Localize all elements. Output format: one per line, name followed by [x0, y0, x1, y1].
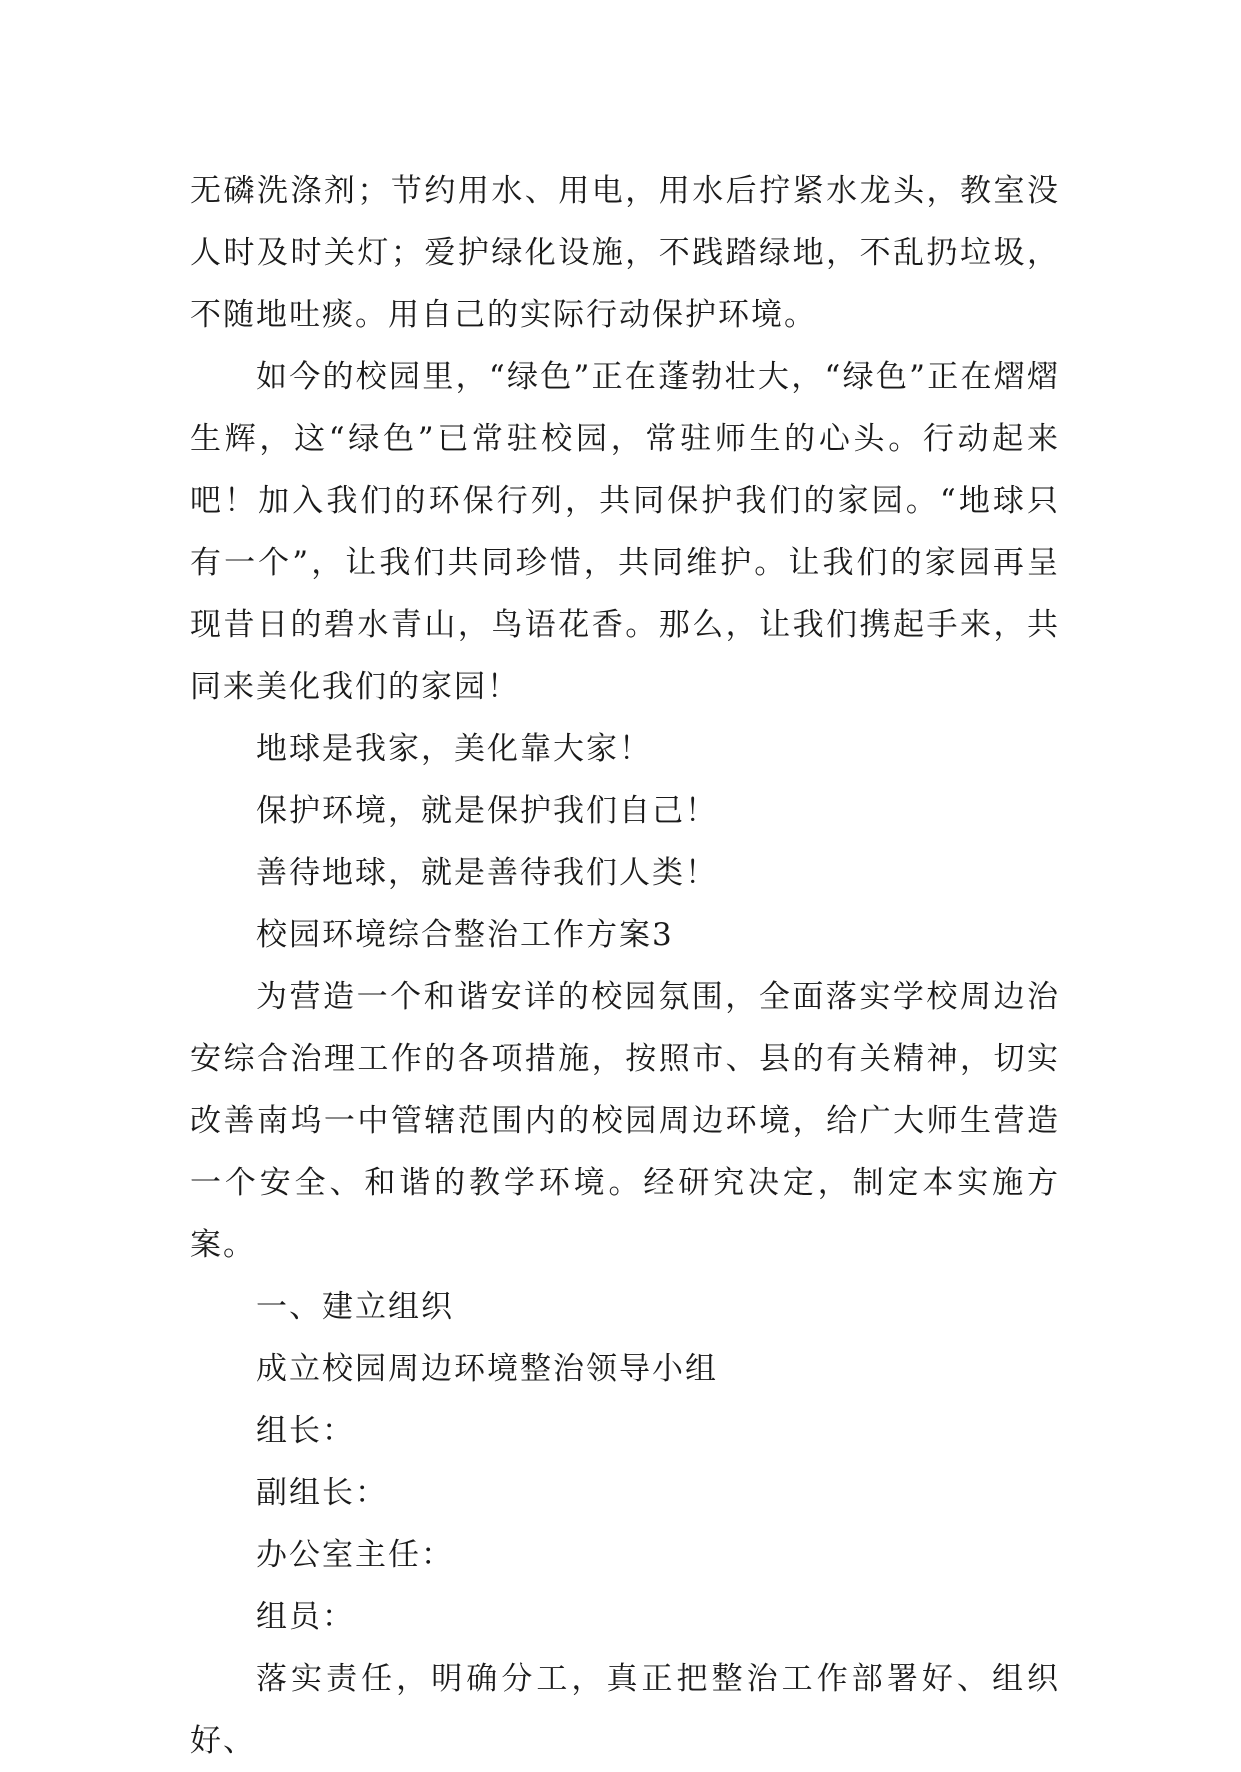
line-leadership-group: 成立校园周边环境整治领导小组: [256, 1351, 718, 1387]
slogan-line-3: 善待地球，就是善待我们人类！: [256, 855, 718, 891]
line-group-leader: 组长：: [256, 1413, 355, 1449]
paragraph-intro: 为营造一个和谐安详的校园氛围，全面落实学校周边治安综合治理工作的各项措施，按照市、县的有关精神，切实改善南坞一中管辖范围内的校园周边环境，给广大师生营造一个安全、和谐的教学环境。经研究决定，制定本实施方案。: [190, 979, 1060, 1263]
line-responsibility: 落实责任，明确分工，真正把整治工作部署好、组织好、: [190, 1661, 1060, 1759]
slogan-line-2: 保护环境，就是保护我们自己！: [256, 793, 718, 829]
line-deputy-leader: 副组长：: [256, 1475, 388, 1511]
document-body: [190, 160, 1060, 1772]
section-title: 校园环境综合整治工作方案3: [256, 917, 674, 953]
line-office-director: 办公室主任：: [256, 1537, 454, 1573]
line-members: 组员：: [256, 1599, 355, 1635]
paragraph-2: 如今的校园里，“绿色”正在蓬勃壮大，“绿色”正在熠熠生辉，这“绿色”已常驻校园，常驻师生的心头。行动起来吧！加入我们的环保行列，共同保护我们的家园。“地球只有一个”，让我们共同珍惜，共同维护。让我们的家园再呈现昔日的碧水青山，鸟语花香。那么，让我们携起手来，共同来美化我们的家园！: [190, 359, 1060, 705]
heading-establish-organization: 一、建立组织: [256, 1289, 454, 1325]
slogan-line-1: 地球是我家，美化靠大家！: [256, 731, 652, 767]
paragraph-1: 无磷洗涤剂；节约用水、用电，用水后拧紧水龙头，教室没人时及时关灯；爱护绿化设施，不践踏绿地，不乱扔垃圾，不随地吐痰。用自己的实际行动保护环境。: [190, 173, 1060, 333]
